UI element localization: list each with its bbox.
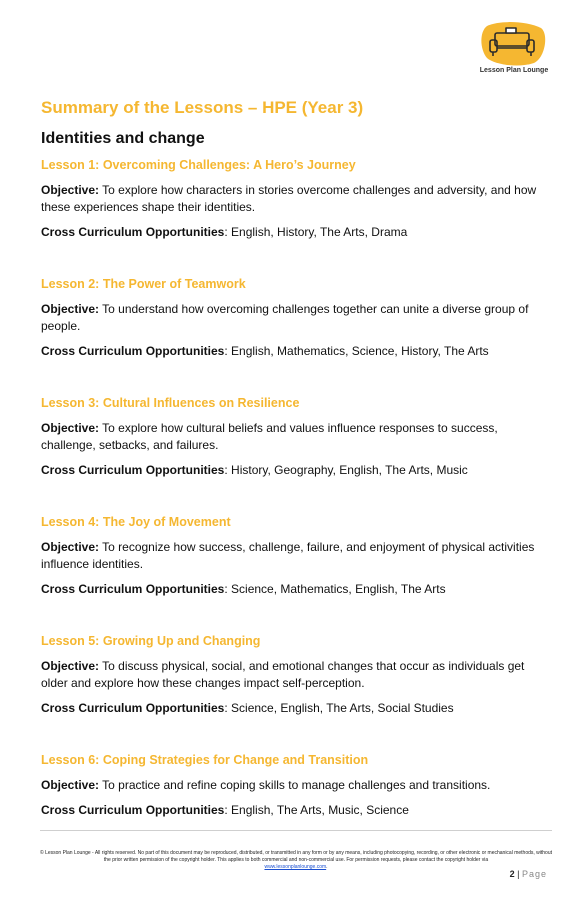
- sofa-logo-icon: [479, 20, 549, 66]
- cross-curriculum-label: Cross Curriculum Opportunities: [41, 463, 225, 477]
- objective-text: To explore how characters in stories overcome challenges and adversity, and how these experiences shape their identities.: [41, 183, 537, 214]
- lesson-item: [41, 515, 551, 598]
- lesson-objective: [41, 301, 551, 335]
- lesson-title: Lesson 1: Overcoming Challenges: A Hero’s Journey: [41, 158, 356, 172]
- document-title: Summary of the Lessons – HPE (Year 3): [41, 98, 364, 117]
- logo-text: Lesson Plan Lounge: [479, 67, 549, 74]
- cross-curriculum-label: Cross Curriculum Opportunities: [41, 582, 225, 596]
- website-link[interactable]: www.lessonplanlounge.com: [264, 864, 327, 870]
- lesson-title: Lesson 5: Growing Up and Changing: [41, 634, 261, 648]
- cross-curriculum-label: Cross Curriculum Opportunities: [41, 344, 225, 358]
- lesson-item: [41, 753, 551, 819]
- logo: [476, 20, 552, 80]
- lesson-objective: [41, 182, 551, 216]
- objective-label: Objective:: [41, 183, 100, 197]
- lesson-item: [41, 277, 551, 360]
- cross-curriculum-label: Cross Curriculum Opportunities: [41, 701, 225, 715]
- lesson-objective: [41, 777, 551, 794]
- lesson-title: Lesson 2: The Power of Teamwork: [41, 277, 246, 291]
- cross-curriculum-text: : English, Mathematics, Science, History, The Arts: [224, 344, 489, 358]
- cross-curriculum-text: : Science, Mathematics, English, The Arts: [224, 582, 446, 596]
- lesson-cross-curriculum: [41, 700, 551, 717]
- lesson-item: [41, 634, 551, 717]
- cross-curriculum-text: : Science, English, The Arts, Social Studies: [224, 701, 454, 715]
- lesson-item: [41, 396, 551, 479]
- document-body: [41, 98, 551, 827]
- lesson-cross-curriculum: [41, 802, 551, 819]
- lesson-cross-curriculum: [41, 462, 551, 479]
- page-separator: |: [514, 869, 522, 879]
- objective-text: To discuss physical, social, and emotional changes that occur as individuals get older and explore how these changes impact self-perception.: [41, 659, 525, 690]
- page-number: [510, 869, 547, 879]
- cross-curriculum-text: : English, History, The Arts, Drama: [224, 225, 408, 239]
- objective-label: Objective:: [41, 421, 100, 435]
- objective-text: To recognize how success, challenge, failure, and enjoyment of physical activities influence identities.: [41, 540, 535, 571]
- copyright-text: © Lesson Plan Lounge - All rights reserved. No part of this document may be reproduced, distributed, or transmitted in any form or by any means, including photocopying, recording, or other electronic or mechanical methods, without the prior written permission of the copyright holder. This applies to both commercial and non-commercial use. For permission requests, please contact the copyright holder via: [40, 850, 553, 863]
- lesson-cross-curriculum: [41, 581, 551, 598]
- lesson-cross-curriculum: [41, 224, 551, 241]
- lesson-objective: [41, 420, 551, 454]
- objective-text: To understand how overcoming challenges together can unite a diverse group of people.: [41, 302, 529, 333]
- page-number-value: 2: [509, 869, 515, 879]
- objective-label: Objective:: [41, 778, 100, 792]
- copyright-footer: [40, 850, 552, 871]
- lesson-item: [41, 158, 551, 241]
- lessons-list: [41, 158, 551, 819]
- lesson-title: Lesson 3: Cultural Influences on Resilience: [41, 396, 300, 410]
- page-word: Page: [521, 869, 547, 879]
- objective-text: To practice and refine coping skills to manage challenges and transitions.: [99, 778, 491, 792]
- lesson-objective: [41, 658, 551, 692]
- footer-divider: [40, 830, 552, 831]
- objective-text: To explore how cultural beliefs and values influence responses to success, challenge, setbacks, and failures.: [41, 421, 498, 452]
- lesson-title: Lesson 4: The Joy of Movement: [41, 515, 231, 529]
- cross-curriculum-label: Cross Curriculum Opportunities: [41, 225, 225, 239]
- link-suffix: .: [326, 864, 328, 870]
- objective-label: Objective:: [41, 540, 100, 554]
- cross-curriculum-label: Cross Curriculum Opportunities: [41, 803, 225, 817]
- cross-curriculum-text: : English, The Arts, Music, Science: [224, 803, 409, 817]
- section-title: Identities and change: [41, 130, 205, 147]
- cross-curriculum-text: : History, Geography, English, The Arts, Music: [224, 463, 468, 477]
- lesson-title: Lesson 6: Coping Strategies for Change and Transition: [41, 753, 369, 767]
- lesson-cross-curriculum: [41, 343, 551, 360]
- objective-label: Objective:: [41, 302, 100, 316]
- lesson-objective: [41, 539, 551, 573]
- objective-label: Objective:: [41, 659, 100, 673]
